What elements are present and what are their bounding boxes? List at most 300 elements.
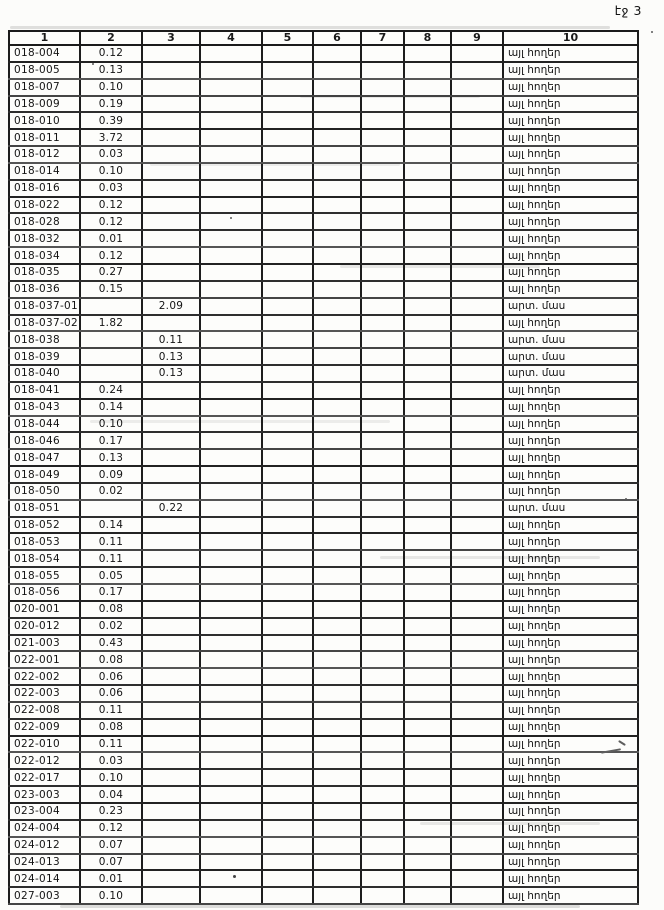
value-cell: 0.07: [80, 854, 142, 871]
land-type-cell: այլ հողեր: [503, 769, 638, 786]
land-type-cell: այլ հողեր: [503, 197, 638, 214]
column-header: 7: [361, 31, 404, 45]
value-cell: [451, 820, 503, 837]
value-cell: [404, 719, 451, 736]
value-cell: [142, 449, 200, 466]
table-row: [9, 399, 638, 416]
parcel-code-cell: 018-011: [9, 129, 80, 146]
value-cell: [200, 213, 262, 230]
value-cell: [404, 752, 451, 769]
value-cell: 0.03: [80, 146, 142, 163]
parcel-code-cell: 018-053: [9, 533, 80, 550]
value-cell: [142, 129, 200, 146]
table-row: [9, 466, 638, 483]
value-cell: [142, 854, 200, 871]
value-cell: [451, 163, 503, 180]
value-cell: [361, 736, 404, 753]
table-row: [9, 483, 638, 500]
parcel-code-cell: 022-002: [9, 668, 80, 685]
value-cell: [262, 786, 313, 803]
value-cell: [404, 887, 451, 904]
land-type-cell: այլ հողեր: [503, 736, 638, 753]
value-cell: [262, 79, 313, 96]
value-cell: [313, 432, 361, 449]
table-row: [9, 550, 638, 567]
table-row: [9, 197, 638, 214]
value-cell: [200, 331, 262, 348]
column-header: 1: [9, 31, 80, 45]
value-cell: [404, 163, 451, 180]
value-cell: [361, 517, 404, 534]
value-cell: [142, 769, 200, 786]
land-type-cell: այլ հողեր: [503, 870, 638, 887]
parcel-code-cell: 022-017: [9, 769, 80, 786]
scan-artifact: [10, 26, 610, 29]
value-cell: [451, 752, 503, 769]
value-cell: [200, 112, 262, 129]
land-type-cell: այլ հողեր: [503, 62, 638, 79]
value-cell: [142, 837, 200, 854]
value-cell: [404, 870, 451, 887]
value-cell: [451, 79, 503, 96]
land-type-cell: այլ հողեր: [503, 517, 638, 534]
value-cell: [451, 416, 503, 433]
value-cell: [200, 769, 262, 786]
value-cell: [200, 197, 262, 214]
value-cell: 0.11: [80, 702, 142, 719]
value-cell: [262, 129, 313, 146]
value-cell: [361, 618, 404, 635]
value-cell: 0.13: [80, 62, 142, 79]
value-cell: [262, 213, 313, 230]
value-cell: [451, 399, 503, 416]
value-cell: [404, 786, 451, 803]
value-cell: 0.02: [80, 618, 142, 635]
value-cell: 0.06: [80, 668, 142, 685]
value-cell: [361, 837, 404, 854]
land-type-cell: այլ հողեր: [503, 685, 638, 702]
table-row: [9, 449, 638, 466]
value-cell: [451, 382, 503, 399]
value-cell: [142, 719, 200, 736]
value-cell: [200, 315, 262, 332]
parcel-code-cell: 018-056: [9, 584, 80, 601]
value-cell: 0.43: [80, 635, 142, 652]
value-cell: [361, 399, 404, 416]
land-type-cell: այլ հողեր: [503, 112, 638, 129]
value-cell: 0.14: [80, 517, 142, 534]
column-header: 4: [200, 31, 262, 45]
parcel-code-cell: 018-037-01: [9, 298, 80, 315]
value-cell: 0.11: [80, 550, 142, 567]
value-cell: [200, 887, 262, 904]
value-cell: [262, 399, 313, 416]
value-cell: [313, 584, 361, 601]
parcel-code-cell: 018-046: [9, 432, 80, 449]
land-type-cell: արտ. մաս: [503, 365, 638, 382]
value-cell: [313, 163, 361, 180]
land-type-cell: այլ հողեր: [503, 584, 638, 601]
table-row: [9, 180, 638, 197]
value-cell: [361, 870, 404, 887]
table-body: [9, 45, 638, 904]
value-cell: [361, 129, 404, 146]
land-type-cell: այլ հողեր: [503, 163, 638, 180]
value-cell: [313, 213, 361, 230]
value-cell: [142, 550, 200, 567]
column-header: 6: [313, 31, 361, 45]
column-header: 10: [503, 31, 638, 45]
value-cell: 0.12: [80, 247, 142, 264]
land-type-cell: այլ հողեր: [503, 668, 638, 685]
value-cell: [262, 651, 313, 668]
value-cell: [262, 752, 313, 769]
land-type-cell: այլ հողեր: [503, 837, 638, 854]
land-type-cell: այլ հողեր: [503, 752, 638, 769]
value-cell: [313, 483, 361, 500]
value-cell: [313, 79, 361, 96]
value-cell: 0.23: [80, 803, 142, 820]
value-cell: [404, 466, 451, 483]
value-cell: 0.24: [80, 382, 142, 399]
value-cell: [361, 567, 404, 584]
value-cell: [142, 567, 200, 584]
value-cell: [262, 870, 313, 887]
value-cell: 0.04: [80, 786, 142, 803]
value-cell: 0.15: [80, 281, 142, 298]
table-row: [9, 264, 638, 281]
value-cell: [404, 668, 451, 685]
value-cell: [142, 466, 200, 483]
parcel-code-cell: 022-012: [9, 752, 80, 769]
value-cell: [404, 264, 451, 281]
value-cell: [313, 820, 361, 837]
land-type-cell: այլ հողեր: [503, 129, 638, 146]
value-cell: [361, 264, 404, 281]
value-cell: [313, 416, 361, 433]
value-cell: [142, 618, 200, 635]
value-cell: [361, 651, 404, 668]
value-cell: 0.17: [80, 432, 142, 449]
land-type-cell: այլ հողեր: [503, 213, 638, 230]
value-cell: [451, 62, 503, 79]
value-cell: [361, 466, 404, 483]
value-cell: [313, 230, 361, 247]
land-type-cell: այլ հողեր: [503, 601, 638, 618]
table-row: [9, 803, 638, 820]
value-cell: [404, 651, 451, 668]
value-cell: [262, 601, 313, 618]
land-type-cell: այլ հողեր: [503, 483, 638, 500]
value-cell: [361, 584, 404, 601]
scan-artifact: [60, 905, 580, 908]
table-row: [9, 315, 638, 332]
value-cell: [200, 803, 262, 820]
value-cell: [451, 348, 503, 365]
land-type-cell: այլ հողեր: [503, 719, 638, 736]
parcel-code-cell: 022-008: [9, 702, 80, 719]
land-type-cell: այլ հողեր: [503, 96, 638, 113]
table-row: [9, 601, 638, 618]
value-cell: 0.08: [80, 719, 142, 736]
value-cell: [200, 348, 262, 365]
land-type-cell: այլ հողեր: [503, 803, 638, 820]
value-cell: 0.17: [80, 584, 142, 601]
value-cell: [262, 702, 313, 719]
value-cell: [262, 803, 313, 820]
parcel-code-cell: 023-004: [9, 803, 80, 820]
value-cell: [313, 618, 361, 635]
value-cell: [200, 786, 262, 803]
value-cell: [200, 500, 262, 517]
value-cell: [262, 820, 313, 837]
table-row: [9, 820, 638, 837]
value-cell: [200, 163, 262, 180]
value-cell: [262, 247, 313, 264]
value-cell: [313, 112, 361, 129]
value-cell: 2.09: [142, 298, 200, 315]
parcel-code-cell: 018-007: [9, 79, 80, 96]
land-type-cell: այլ հողեր: [503, 449, 638, 466]
value-cell: [361, 230, 404, 247]
value-cell: 3.72: [80, 129, 142, 146]
table-row: [9, 635, 638, 652]
land-type-cell: այլ հողեր: [503, 786, 638, 803]
land-type-cell: արտ. մաս: [503, 298, 638, 315]
value-cell: [200, 79, 262, 96]
value-cell: 0.02: [80, 483, 142, 500]
value-cell: [262, 62, 313, 79]
value-cell: [451, 500, 503, 517]
value-cell: [404, 601, 451, 618]
table-row: [9, 887, 638, 904]
parcel-code-cell: 020-001: [9, 601, 80, 618]
value-cell: [451, 651, 503, 668]
value-cell: [142, 736, 200, 753]
value-cell: 0.27: [80, 264, 142, 281]
value-cell: 1.82: [80, 315, 142, 332]
value-cell: [404, 483, 451, 500]
value-cell: [313, 315, 361, 332]
value-cell: [361, 887, 404, 904]
parcel-code-cell: 024-004: [9, 820, 80, 837]
value-cell: [451, 685, 503, 702]
value-cell: [361, 685, 404, 702]
value-cell: [451, 315, 503, 332]
table-row: [9, 365, 638, 382]
land-type-cell: այլ հողեր: [503, 635, 638, 652]
value-cell: [142, 112, 200, 129]
value-cell: [200, 719, 262, 736]
value-cell: [361, 62, 404, 79]
value-cell: [451, 264, 503, 281]
value-cell: [451, 230, 503, 247]
value-cell: [451, 197, 503, 214]
value-cell: [451, 786, 503, 803]
value-cell: [200, 736, 262, 753]
parcel-code-cell: 018-012: [9, 146, 80, 163]
value-cell: [262, 331, 313, 348]
value-cell: [142, 45, 200, 62]
table-row: [9, 129, 638, 146]
table-row: [9, 786, 638, 803]
value-cell: [313, 129, 361, 146]
value-cell: 0.13: [80, 449, 142, 466]
value-cell: [361, 803, 404, 820]
parcel-code-cell: 018-016: [9, 180, 80, 197]
land-type-cell: այլ հողեր: [503, 533, 638, 550]
parcel-code-cell: 018-041: [9, 382, 80, 399]
value-cell: [262, 854, 313, 871]
value-cell: 0.01: [80, 230, 142, 247]
value-cell: [313, 685, 361, 702]
value-cell: [451, 803, 503, 820]
value-cell: [361, 315, 404, 332]
value-cell: [200, 685, 262, 702]
value-cell: [313, 854, 361, 871]
value-cell: [200, 45, 262, 62]
value-cell: [361, 331, 404, 348]
land-type-cell: այլ հողեր: [503, 315, 638, 332]
value-cell: 0.12: [80, 45, 142, 62]
column-header: 8: [404, 31, 451, 45]
parcel-code-cell: 024-012: [9, 837, 80, 854]
value-cell: [262, 584, 313, 601]
value-cell: [262, 719, 313, 736]
value-cell: [361, 668, 404, 685]
value-cell: 0.11: [80, 736, 142, 753]
scan-artifact: [651, 31, 653, 33]
parcel-code-cell: 018-038: [9, 331, 80, 348]
value-cell: [451, 837, 503, 854]
value-cell: [313, 298, 361, 315]
table-row: [9, 213, 638, 230]
value-cell: [404, 702, 451, 719]
value-cell: [142, 752, 200, 769]
value-cell: [142, 668, 200, 685]
parcel-code-cell: 018-049: [9, 466, 80, 483]
table-row: [9, 96, 638, 113]
value-cell: [404, 146, 451, 163]
value-cell: [451, 483, 503, 500]
page-number-label: էջ 3: [614, 3, 642, 18]
parcel-code-cell: 018-036: [9, 281, 80, 298]
value-cell: [313, 635, 361, 652]
value-cell: [200, 618, 262, 635]
value-cell: [200, 449, 262, 466]
value-cell: [361, 382, 404, 399]
land-type-cell: այլ հողեր: [503, 567, 638, 584]
value-cell: [142, 382, 200, 399]
value-cell: [361, 752, 404, 769]
value-cell: [142, 635, 200, 652]
land-type-cell: այլ հողեր: [503, 399, 638, 416]
value-cell: [361, 702, 404, 719]
value-cell: [404, 416, 451, 433]
value-cell: 0.19: [80, 96, 142, 113]
table-row: [9, 668, 638, 685]
value-cell: [142, 62, 200, 79]
value-cell: [404, 635, 451, 652]
value-cell: [451, 112, 503, 129]
value-cell: [142, 146, 200, 163]
value-cell: [262, 517, 313, 534]
value-cell: [80, 348, 142, 365]
value-cell: 0.12: [80, 820, 142, 837]
value-cell: [313, 752, 361, 769]
table-row: [9, 163, 638, 180]
table-row: [9, 331, 638, 348]
value-cell: [262, 635, 313, 652]
value-cell: [262, 281, 313, 298]
value-cell: [313, 567, 361, 584]
value-cell: [200, 416, 262, 433]
value-cell: [361, 500, 404, 517]
value-cell: [313, 348, 361, 365]
value-cell: [142, 432, 200, 449]
table-row: [9, 651, 638, 668]
value-cell: [313, 651, 361, 668]
value-cell: [142, 786, 200, 803]
parcel-code-cell: 018-044: [9, 416, 80, 433]
value-cell: [451, 45, 503, 62]
value-cell: [451, 550, 503, 567]
column-header: 2: [80, 31, 142, 45]
table-row: [9, 298, 638, 315]
land-type-cell: այլ հողեր: [503, 230, 638, 247]
parcel-code-cell: 018-010: [9, 112, 80, 129]
value-cell: [200, 870, 262, 887]
value-cell: [404, 62, 451, 79]
value-cell: [200, 264, 262, 281]
value-cell: [404, 550, 451, 567]
value-cell: [361, 197, 404, 214]
value-cell: [313, 702, 361, 719]
value-cell: [361, 79, 404, 96]
value-cell: [142, 281, 200, 298]
value-cell: [313, 719, 361, 736]
parcel-code-cell: 022-003: [9, 685, 80, 702]
table-row: [9, 416, 638, 433]
value-cell: [262, 365, 313, 382]
table-row: [9, 736, 638, 753]
value-cell: [313, 786, 361, 803]
value-cell: [404, 500, 451, 517]
table-row: [9, 752, 638, 769]
value-cell: [451, 129, 503, 146]
table-row: [9, 517, 638, 534]
value-cell: [313, 449, 361, 466]
value-cell: [262, 432, 313, 449]
value-cell: 0.11: [80, 533, 142, 550]
value-cell: [313, 399, 361, 416]
parcel-code-cell: 018-037-02: [9, 315, 80, 332]
table-row: [9, 281, 638, 298]
land-type-cell: այլ հողեր: [503, 264, 638, 281]
parcel-code-cell: 018-040: [9, 365, 80, 382]
table-row: [9, 247, 638, 264]
value-cell: [404, 854, 451, 871]
value-cell: [142, 264, 200, 281]
value-cell: [142, 96, 200, 113]
parcel-code-cell: 022-010: [9, 736, 80, 753]
value-cell: [200, 635, 262, 652]
value-cell: [262, 567, 313, 584]
parcel-code-cell: 021-003: [9, 635, 80, 652]
value-cell: [451, 365, 503, 382]
value-cell: [451, 281, 503, 298]
table-row: [9, 567, 638, 584]
